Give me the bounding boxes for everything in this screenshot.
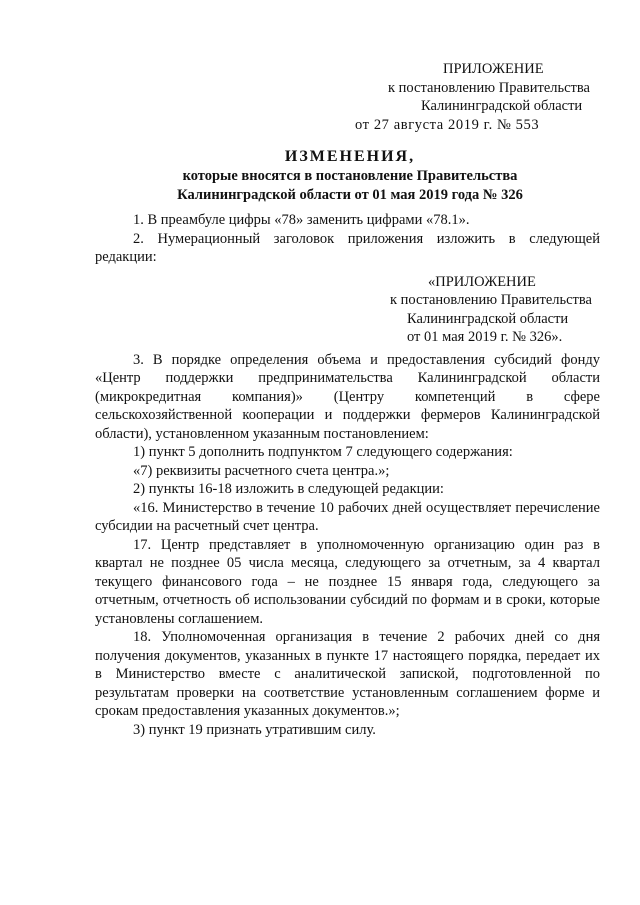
quoted-header-line1: «ПРИЛОЖЕНИЕ (428, 273, 536, 290)
document-body (95, 211, 600, 739)
appendix-header (0, 60, 640, 134)
title-subtitle-line2: Калининградской области от 01 мая 2019 года № 326 (177, 186, 523, 203)
title-subtitle-line1: которые вносятся в постановление Правительства (182, 168, 518, 184)
appendix-date: от 27 августа 2019 г. № 553 (355, 116, 540, 133)
quoted-header (95, 273, 600, 347)
paragraph-1: 1. В преамбуле цифры «78» заменить цифрами «78.1». (133, 212, 470, 228)
subitem-2: «7) реквизиты расчетного счета центра.»; (133, 462, 390, 479)
appendix-region: Калининградской области (421, 98, 583, 114)
clause-16: «16. Министерство в течение 10 рабочих дней осуществляет перечисление субсидии на расчетный счет центра. (95, 499, 600, 534)
appendix-label: ПРИЛОЖЕНИЕ (443, 61, 544, 77)
document-title (0, 147, 640, 204)
subitem-4: 3) пункт 19 признать утратившим силу. (133, 721, 376, 738)
title-heading: ИЗМЕНЕНИЯ, (284, 148, 416, 165)
quoted-header-line2: к постановлению Правительства (390, 292, 592, 308)
clause-17: 17. Центр представляет в уполномоченную организацию один раз в квартал не позднее 05 числа месяца, следующего за отчетным, за 4 квартал текущего финансового года – не позднее 15 января года, следующего за отчетным, отчетность об использовании субсидий по формам и в сроки, которые установлены соглашением. (95, 536, 600, 627)
quoted-header-line4: от 01 мая 2019 г. № 326». (407, 329, 563, 345)
clause-18: 18. Уполномоченная организация в течение 2 рабочих дней со дня получения документов, указанных в пункте 17 настоящего порядка, передает их в Министерство вместе с аналитической запиской, подготовленной по результатам проверки на соответствие установленным соглашением форме и срокам предоставления указанных документов.»; (95, 629, 600, 719)
appendix-reference: к постановлению Правительства (388, 79, 590, 96)
paragraph-3: 3. В порядке определения объема и предоставления субсидий фонду «Центр поддержки предпринимательства Калининградской области (микрокредитная компания)» (Центру компетенций в сфере сельскохозяйственной кооперации и поддержки фермеров Калининградской области), установленном указанным постановлением: (95, 351, 600, 442)
quoted-header-line3: Калининградской области (407, 310, 569, 327)
paragraph-2: 2. Нумерационный заголовок приложения изложить в следующей редакции: (95, 230, 600, 265)
subitem-3: 2) пункты 16-18 изложить в следующей редакции: (133, 481, 444, 497)
subitem-1: 1) пункт 5 дополнить подпунктом 7 следующего содержания: (133, 444, 513, 460)
